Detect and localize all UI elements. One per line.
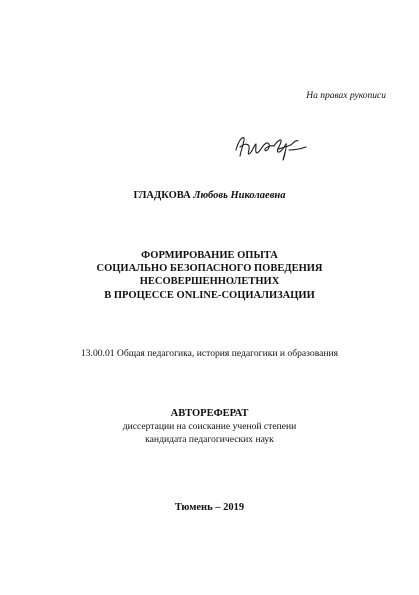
author-name xyxy=(0,190,419,201)
title-line: ФОРМИРОВАНИЕ ОПЫТА xyxy=(141,250,278,261)
place-year: Тюмень – 2019 xyxy=(174,502,245,513)
abstract-block xyxy=(0,407,419,446)
handwritten-signature xyxy=(232,130,312,164)
author-surname: ГЛАДКОВА xyxy=(133,190,191,201)
abstract-line: диссертации на соискание ученой степени xyxy=(122,421,297,432)
rights-note: На правах рукописи xyxy=(306,91,386,101)
abstract-heading: АВТОРЕФЕРАТ xyxy=(170,408,249,419)
title-line: НЕСОВЕРШЕННОЛЕТНИХ xyxy=(139,276,280,288)
specialty-code: 13.00.01 Общая педагогика, история педагогики и образования xyxy=(80,348,339,359)
title-line: В ПРОЦЕССЕ ONLINE-СОЦИАЛИЗАЦИИ xyxy=(104,289,315,301)
author-given-names: Любовь Николаевна xyxy=(193,190,286,201)
dissertation-title xyxy=(0,249,419,302)
title-line: СОЦИАЛЬНО БЕЗОПАСНОГО ПОВЕДЕНИЯ xyxy=(96,263,323,275)
abstract-line: кандидата педагогических наук xyxy=(145,434,274,445)
